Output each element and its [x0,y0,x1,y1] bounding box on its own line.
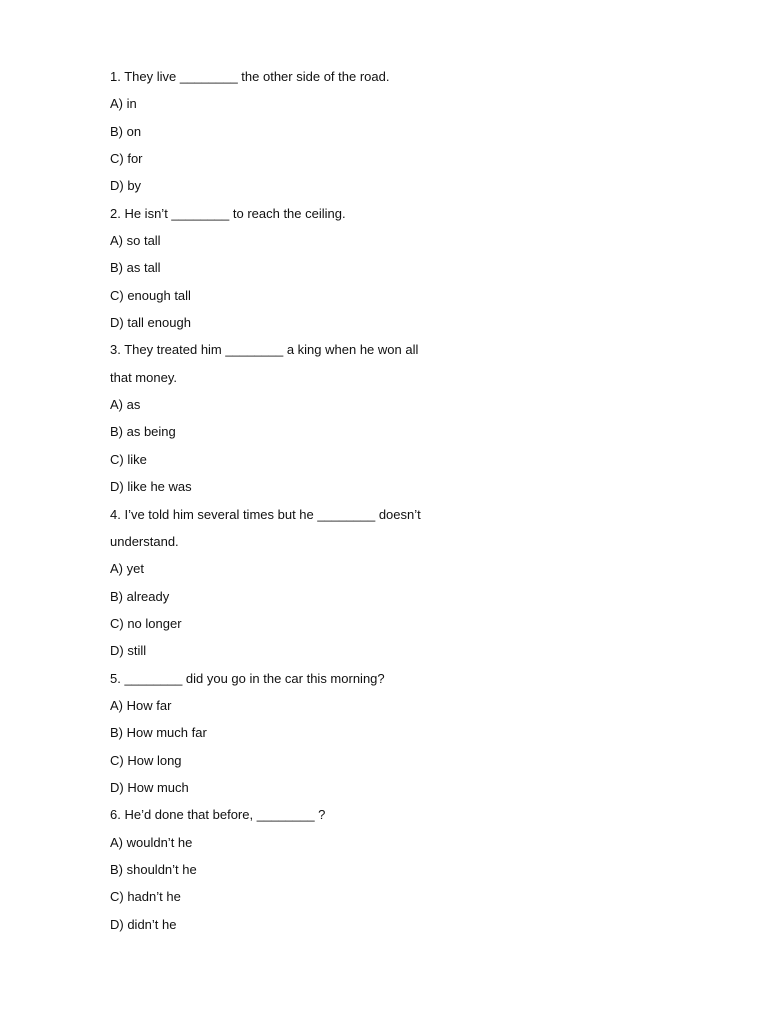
text-line: A) as [110,397,141,413]
text-line: 6. He’d done that before, ________ ? [110,807,326,823]
text-line: C) no longer [110,615,182,631]
text-line: C) for [110,151,143,167]
text-line: 4. I’ve told him several times but he ________ doesn’t [110,506,421,522]
text-line: A) wouldn’t he [110,834,193,850]
text-line: C) How long [110,752,182,768]
text-line: D) by [110,178,142,194]
text-line: A) yet [110,561,144,577]
text-line: B) as being [110,424,176,440]
text-line: B) How much far [110,725,207,741]
text-line: C) like [110,451,147,467]
text-line: D) didn’t he [110,916,177,932]
text-line: D) still [110,643,147,659]
text-line: A) How far [110,697,172,713]
text-line: D) like he was [110,479,192,495]
text-line: B) as tall [110,260,161,276]
text-line: 3. They treated him ________ a king when he won all [110,342,419,358]
text-line: 2. He isn’t ________ to reach the ceiling. [110,205,346,221]
text-line: C) enough tall [110,287,191,303]
quiz-text [110,68,730,943]
text-line: C) hadn’t he [110,889,181,905]
text-line: B) already [110,588,170,604]
text-line: B) on [110,123,142,139]
text-line: 1. They live ________ the other side of the road. [110,69,390,84]
text-line: 5. ________ did you go in the car this morning? [110,670,385,686]
text-line: understand. [110,533,179,549]
text-line: D) How much [110,779,189,795]
text-line: B) shouldn’t he [110,861,197,877]
text-line: D) tall enough [110,315,191,331]
text-line: A) in [110,96,137,112]
text-line: A) so tall [110,233,161,249]
text-line: that money. [110,369,177,385]
